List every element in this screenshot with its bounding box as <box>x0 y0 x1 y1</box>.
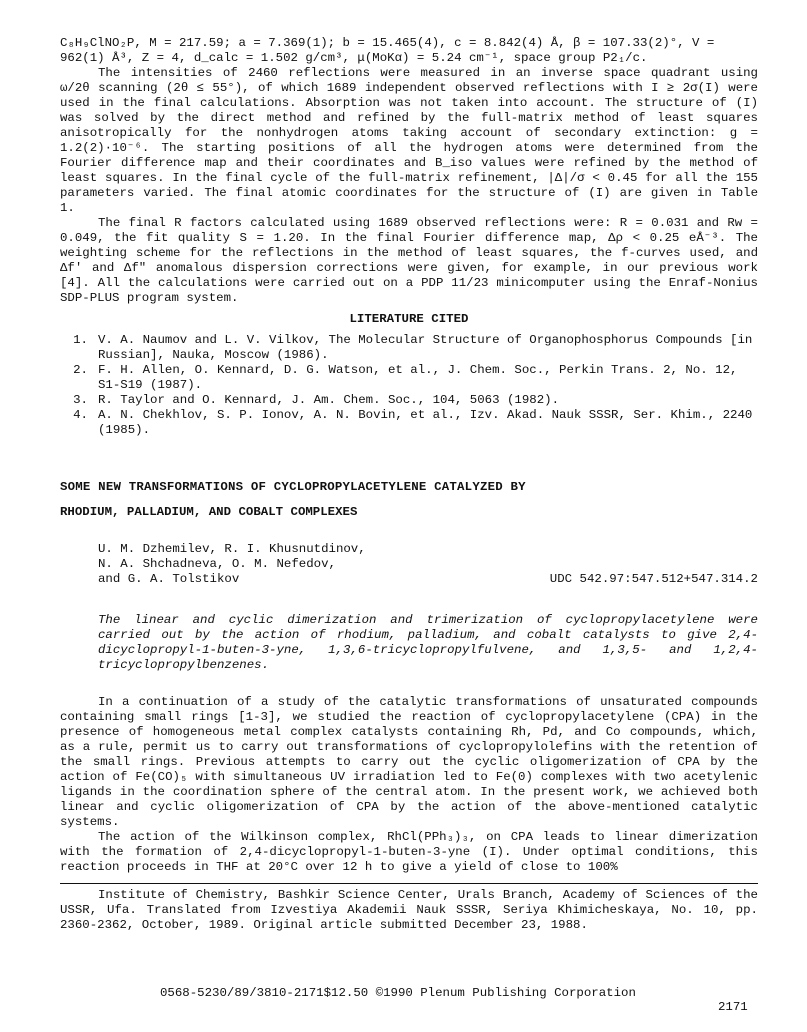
literature-heading: LITERATURE CITED <box>349 312 469 326</box>
reference-item: 4. A. N. Chekhlov, S. P. Ionov, A. N. Bovin, et al., Izv. Akad. Nauk SSSR, Ser. Khim., 2240 (1985). <box>73 408 753 437</box>
authors-line: U. M. Dzhemilev, R. I. Khusnutdinov, <box>98 542 366 556</box>
copyright-line: 0568-5230/89/3810-2171$12.50 ©1990 Plenum Publishing Corporation <box>160 986 636 1000</box>
authors-line: N. A. Shchadneva, O. M. Nefedov, <box>98 557 336 571</box>
page-content <box>60 36 758 933</box>
udc-code: UDC 542.97:547.512+547.314.2 <box>549 572 758 586</box>
footnote-divider <box>60 883 758 884</box>
article-title-line2: RHODIUM, PALLADIUM, AND COBALT COMPLEXES <box>60 505 358 519</box>
reference-list <box>60 333 758 438</box>
authors-line: and G. A. Tolstikov <box>98 572 240 586</box>
page-number: 2171 <box>718 1000 748 1014</box>
reference-item: 1. V. A. Naumov and L. V. Vilkov, The Molecular Structure of Organophosphorus Compounds [in Russian], Nauka, Moscow (1986). <box>73 333 753 362</box>
abstract: The linear and cyclic dimerization and trimerization of cyclopropylacetylene were carried out by the action of rhodium, palladium, and cobalt catalysts to give 2,4-dicyclopropyl-1-buten-3-yne, 1,3,6-tricyclopropylfulvene, and 1,3,5- and 1,2,4-tricyclopropylbenzenes. <box>98 613 758 672</box>
r-factor-paragraph: The final R factors calculated using 1689 observed reflections were: R = 0.031 and Rw = 0.049, the fit quality S = 1.20. In the final Fourier difference map, Δρ < 0.25 eÅ⁻³. The weighting scheme for the reflections in the method of least squares, the f-curves used, and Δf′ and Δf″ anomalous dispersion corrections were given, for example, in our previous work [4]. All the calculations were carried out on a PDP 11/23 minicomputer using the Enraf-Nonius SDP-PLUS program system. <box>60 216 758 305</box>
body-paragraph: In a continuation of a study of the catalytic transformations of unsaturated compounds containing small rings [1-3], we studied the reaction of cyclopropylacetylene (CPA) in the presence of homogeneous metal complex catalysts containing Rh, Pd, and Co compounds, which, as a rule, permit us to carry out transformations of cyclopropylolefins with the retention of the small rings. Previous attempts to carry out the cyclic oligomerization of CPA by the action of Fe(CO)₅ with simultaneous UV irradiation led to Fe(0) complexes with two acetylenic ligands in the coordination sphere of the central atom. In the present work, we achieved both linear and cyclic oligomerization of CPA by the action of the above-mentioned catalytic systems. <box>60 695 758 829</box>
reference-item: 2. F. H. Allen, O. Kennard, D. G. Watson, et al., J. Chem. Soc., Perkin Trans. 2, No. 12, S1-S19 (1987). <box>73 363 738 392</box>
intensity-paragraph: The intensities of 2460 reflections were measured in an inverse space quadrant using ω/2θ scanning (2θ ≤ 55°), of which 1689 independent observed reflections with I ≥ 2σ(I) were used in the final calculations. Absorption was not taken into account. The structure of (I) was solved by the direct method and refined by the full-matrix method of least squares anisotropically for the nonhydrogen atoms taking account of secondary extinction: g = 1.2(2)·10⁻⁶. The starting positions of all the hydrogen atoms were determined from the Fourier difference map and their coordinates and B_iso values were refined by the method of least squares. In the final cycle of the full-matrix refinement, |Δ|/σ < 0.45 for all the 155 parameters varied. The final atomic coordinates for the structure of (I) are given in Table 1. <box>60 66 758 215</box>
author-block <box>60 542 758 587</box>
crystal-data-line1: C₈H₉ClNO₂P, M = 217.59; a = 7.369(1); b = 15.465(4), c = 8.842(4) Å, β = 107.33(2)°, V = <box>60 36 715 50</box>
body-paragraph: The action of the Wilkinson complex, RhCl(PPh₃)₃, on CPA leads to linear dimerization with the formation of 2,4-dicyclopropyl-1-buten-3-yne (I). Under optimal conditions, this reaction proceeds in THF at 20°C over 12 h to give a yield of close to 100% <box>60 830 758 874</box>
affiliation-note: Institute of Chemistry, Bashkir Science Center, Urals Branch, Academy of Sciences of the USSR, Ufa. Translated from Izvestiya Akademii Nauk SSSR, Seriya Khimicheskaya, No. 10, pp. 2360-2362, October, 1989. Original article submitted December 23, 1988. <box>60 888 758 932</box>
article-title-line1: SOME NEW TRANSFORMATIONS OF CYCLOPROPYLACETYLENE CATALYZED BY <box>60 480 526 494</box>
reference-item: 3. R. Taylor and O. Kennard, J. Am. Chem. Soc., 104, 5063 (1982). <box>73 393 560 407</box>
crystal-data-line2: 962(1) Å³, Z = 4, d_calc = 1.502 g/cm³, μ(MoKα) = 5.24 cm⁻¹, space group P2₁/c. <box>60 51 648 65</box>
footnote <box>60 888 758 933</box>
